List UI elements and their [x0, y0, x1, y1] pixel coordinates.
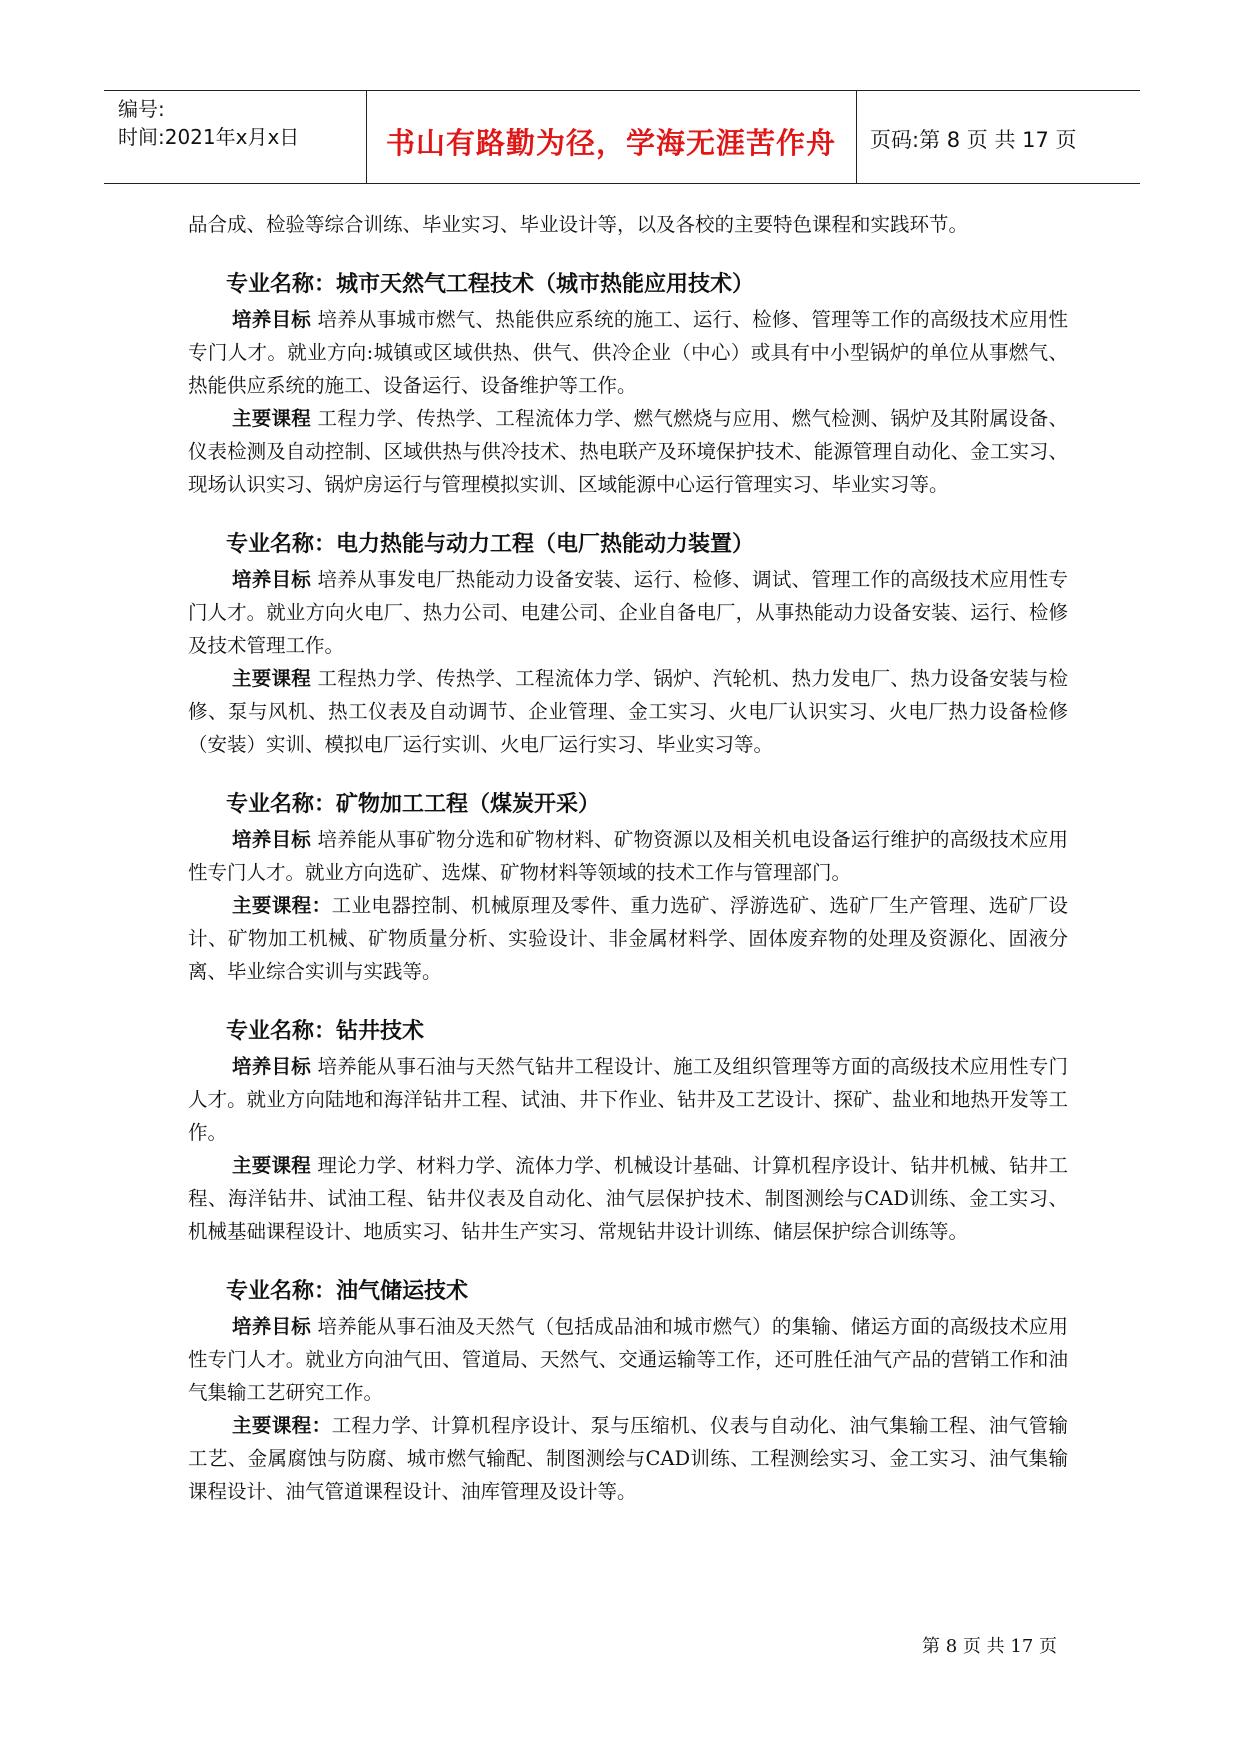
major-section — [188, 267, 1068, 501]
training-goal-label: 培养目标 — [232, 1055, 312, 1078]
header-right-cell — [856, 91, 1140, 183]
training-goal-text: 培养能从事石油与天然气钻井工程设计、施工及组织管理等方面的高级技术应用性专门人才。就业方向陆地和海洋钻井工程、试油、井下作业、钻井及工艺设计、探矿、盐业和地热开发等工作。 — [188, 1055, 1068, 1144]
page-footer-number: 第 8 页 共 17 页 — [922, 1636, 1057, 1657]
header-time-label: 时间:2021年x月x日 — [118, 125, 300, 149]
training-goal-paragraph — [188, 303, 1068, 402]
main-courses-paragraph — [188, 889, 1068, 988]
main-courses-text: 工程力学、计算机程序设计、泵与压缩机、仪表与自动化、油气集输工程、油气管输工艺、金属腐蚀与防腐、城市燃气输配、制图测绘与CAD训练、工程测绘实习、金工实习、油气集输课程设计、油气管道课程设计、油库管理及设计等。 — [188, 1414, 1068, 1503]
major-title: 专业名称：钻井技术 — [226, 1019, 425, 1044]
main-courses-text: 工程热力学、传热学、工程流体力学、锅炉、汽轮机、热力发电厂、热力设备安装与检修、泵与风机、热工仪表及自动调节、企业管理、金工实习、火电厂认识实习、火电厂热力设备检修（安装）实训、模拟电厂运行实训、火电厂运行实习、毕业实习等。 — [188, 667, 1068, 756]
training-goal-label: 培养目标 — [232, 308, 312, 331]
training-goal-paragraph — [188, 563, 1068, 662]
intro-paragraph: 品合成、检验等综合训练、毕业实习、毕业设计等，以及各校的主要特色课程和实践环节。 — [188, 213, 969, 236]
main-courses-paragraph — [188, 402, 1068, 501]
main-courses-paragraph — [188, 1409, 1068, 1508]
main-courses-text: 理论力学、材料力学、流体力学、机械设计基础、计算机程序设计、钻井机械、钻井工程、海洋钻井、试油工程、钻井仪表及自动化、油气层保护技术、制图测绘与CAD训练、金工实习、机械基础课程设计、地质实习、钻井生产实习、常规钻井设计训练、储层保护综合训练等。 — [188, 1154, 1068, 1243]
major-title: 专业名称：城市天然气工程技术（城市热能应用技术） — [226, 272, 755, 297]
major-section — [188, 1274, 1068, 1508]
training-goal-label: 培养目标 — [232, 568, 312, 591]
main-courses-label: 主要课程： — [232, 894, 332, 917]
training-goal-paragraph — [188, 823, 1068, 889]
major-section — [188, 1014, 1068, 1248]
major-title: 专业名称：电力热能与动力工程（电厂热能动力装置） — [226, 532, 755, 557]
main-courses-label: 主要课程 — [232, 667, 312, 690]
training-goal-text: 培养从事发电厂热能动力设备安装、运行、检修、调试、管理工作的高级技术应用性专门人才。就业方向火电厂、热力公司、电建公司、企业自备电厂，从事热能动力设备安装、运行、检修及技术管理工作。 — [188, 568, 1068, 657]
document-body — [188, 208, 1068, 1508]
major-title: 专业名称：矿物加工工程（煤炭开采） — [226, 792, 601, 817]
header-motto: 书山有路勤为径，学海无涯苦作舟 — [385, 126, 836, 160]
training-goal-text: 培养能从事石油及天然气（包括成品油和城市燃气）的集输、储运方面的高级技术应用性专门人才。就业方向油气田、管道局、天然气、交通运输等工作，还可胜任油气产品的营销工作和油气集输工艺研究工作。 — [188, 1315, 1068, 1404]
major-section — [188, 787, 1068, 988]
header-left-cell — [104, 91, 367, 183]
main-courses-label: 主要课程： — [232, 1414, 332, 1437]
training-goal-paragraph — [188, 1050, 1068, 1149]
main-courses-label: 主要课程 — [232, 1154, 312, 1177]
main-courses-text: 工程力学、传热学、工程流体力学、燃气燃烧与应用、燃气检测、锅炉及其附属设备、仪表检测及自动控制、区域供热与供冷技术、热电联产及环境保护技术、能源管理自动化、金工实习、现场认识实习、锅炉房运行与管理模拟实训、区域能源中心运行管理实习、毕业实习等。 — [188, 407, 1068, 496]
header-page-info: 页码:第 8 页 共 17 页 — [870, 128, 1077, 152]
main-courses-text: 工业电器控制、机械原理及零件、重力选矿、浮游选矿、选矿厂生产管理、选矿厂设计、矿物加工机械、矿物质量分析、实验设计、非金属材料学、固体废弃物的处理及资源化、固液分离、毕业综合实训与实践等。 — [188, 894, 1068, 983]
header-number-label: 编号: — [118, 97, 165, 121]
major-title: 专业名称：油气储运技术 — [226, 1279, 469, 1304]
header-middle-cell — [366, 91, 857, 183]
training-goal-label: 培养目标 — [232, 1315, 312, 1338]
major-section — [188, 527, 1068, 761]
main-courses-label: 主要课程 — [232, 407, 312, 430]
training-goal-text: 培养能从事矿物分选和矿物材料、矿物资源以及相关机电设备运行维护的高级技术应用性专门人才。就业方向选矿、选煤、矿物材料等领域的技术工作与管理部门。 — [188, 828, 1068, 884]
training-goal-label: 培养目标 — [232, 828, 312, 851]
training-goal-text: 培养从事城市燃气、热能供应系统的施工、运行、检修、管理等工作的高级技术应用性专门人才。就业方向:城镇或区域供热、供气、供冷企业（中心）或具有中小型锅炉的单位从事燃气、热能供应系统的施工、设备运行、设备维护等工作。 — [188, 308, 1068, 397]
main-courses-paragraph — [188, 662, 1068, 761]
main-courses-paragraph — [188, 1149, 1068, 1248]
training-goal-paragraph — [188, 1310, 1068, 1409]
page-header — [104, 90, 1140, 184]
